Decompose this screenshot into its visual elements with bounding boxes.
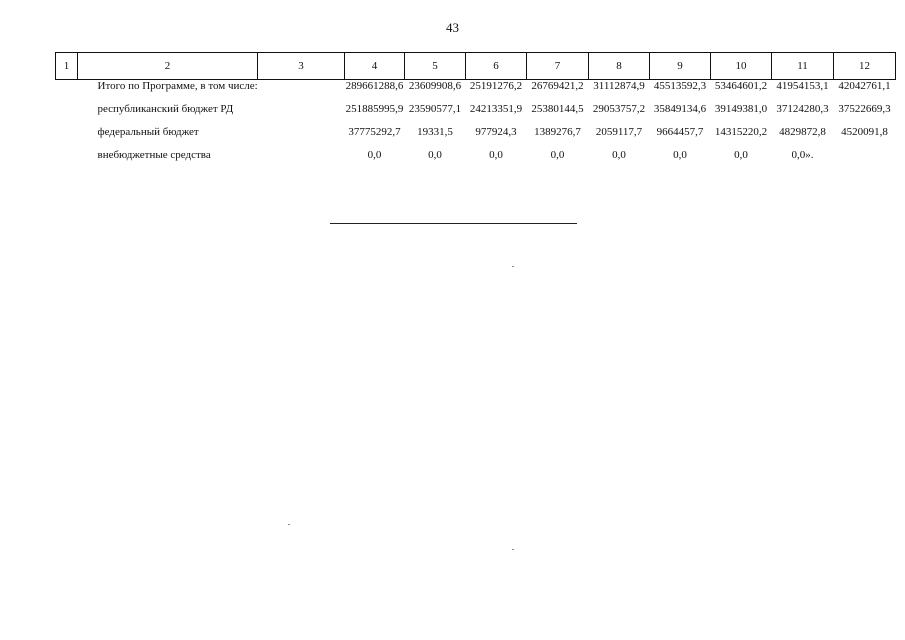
column-header: 9 (650, 53, 711, 80)
column-header: 11 (772, 53, 834, 80)
table-cell: 977924,3 (475, 126, 517, 138)
page-number: 43 (446, 20, 459, 35)
row-label: республиканский бюджет РД (97, 103, 234, 115)
table-cell: 26769421,2 (531, 80, 584, 92)
table-cell: 0,0 (489, 149, 503, 161)
table-cell: 39149381,0 (714, 103, 768, 115)
column-header: 5 (405, 53, 466, 80)
table-cell: 53464601,2 (714, 80, 768, 92)
column-header: 3 (258, 53, 345, 80)
table-cell: 2059117,7 (595, 126, 643, 138)
scan-speck (512, 549, 514, 550)
table-cell: 37124280,3 (776, 103, 829, 115)
scan-speck (512, 266, 514, 267)
column-header: 12 (834, 53, 896, 80)
table-cell: 31112874,9 (593, 80, 645, 92)
row-label: федеральный бюджет (97, 126, 199, 138)
table-cell: 24213351,9 (469, 103, 523, 115)
table-row-extrabudgetary (56, 149, 896, 172)
table-cell: 0,0 (673, 149, 687, 161)
table-cell: 37775292,7 (348, 126, 401, 138)
table-cell: 0,0 (367, 149, 382, 161)
table-cell: 0,0». (791, 149, 814, 161)
table-cell: 25191276,2 (469, 80, 523, 92)
column-header: 8 (589, 53, 650, 80)
column-header: 2 (78, 53, 258, 80)
closing-rule (330, 223, 577, 224)
column-header: 1 (56, 53, 78, 80)
table-cell: 35849134,6 (653, 103, 707, 115)
table-cell: 37522669,3 (838, 103, 891, 115)
table-cell: 1389276,7 (534, 126, 581, 138)
column-header: 7 (527, 53, 589, 80)
table-cell: 25380144,5 (531, 103, 584, 115)
table-cell: 9664457,7 (656, 126, 704, 138)
table-cell: 4520091,8 (841, 126, 888, 138)
table-cell: 29053757,2 (592, 103, 646, 115)
table-row-federal-budget (56, 126, 896, 149)
table-cell: 0,0 (428, 149, 442, 161)
table-cell: 42042761,1 (838, 80, 891, 92)
table-cell: 23609908,6 (408, 80, 462, 92)
column-header: 6 (466, 53, 527, 80)
scan-speck (288, 524, 290, 525)
table-cell: 251885995,9 (345, 103, 404, 115)
column-number-row (56, 53, 896, 80)
table-cell: 19331,5 (417, 126, 453, 138)
row-label: Итого по Программе, в том числе: (97, 80, 258, 92)
table-cell: 45513592,3 (653, 80, 707, 92)
table-cell: 14315220,2 (714, 126, 768, 138)
table-row-republic-budget (56, 103, 896, 126)
table-row-total (56, 80, 896, 104)
table-cell: 41954153,1 (776, 80, 829, 92)
table-cell: 4829872,8 (779, 126, 826, 138)
table-cell: 289661288,6 (345, 80, 404, 92)
column-header: 10 (711, 53, 772, 80)
table-cell: 23590577,1 (408, 103, 462, 115)
table-cell: 0,0 (550, 149, 565, 161)
program-budget-table (55, 52, 896, 172)
table-cell: 0,0 (612, 149, 626, 161)
table-cell (834, 149, 896, 172)
table-cell: 0,0 (734, 149, 748, 161)
row-label: внебюджетные средства (97, 149, 211, 161)
column-header: 4 (345, 53, 405, 80)
